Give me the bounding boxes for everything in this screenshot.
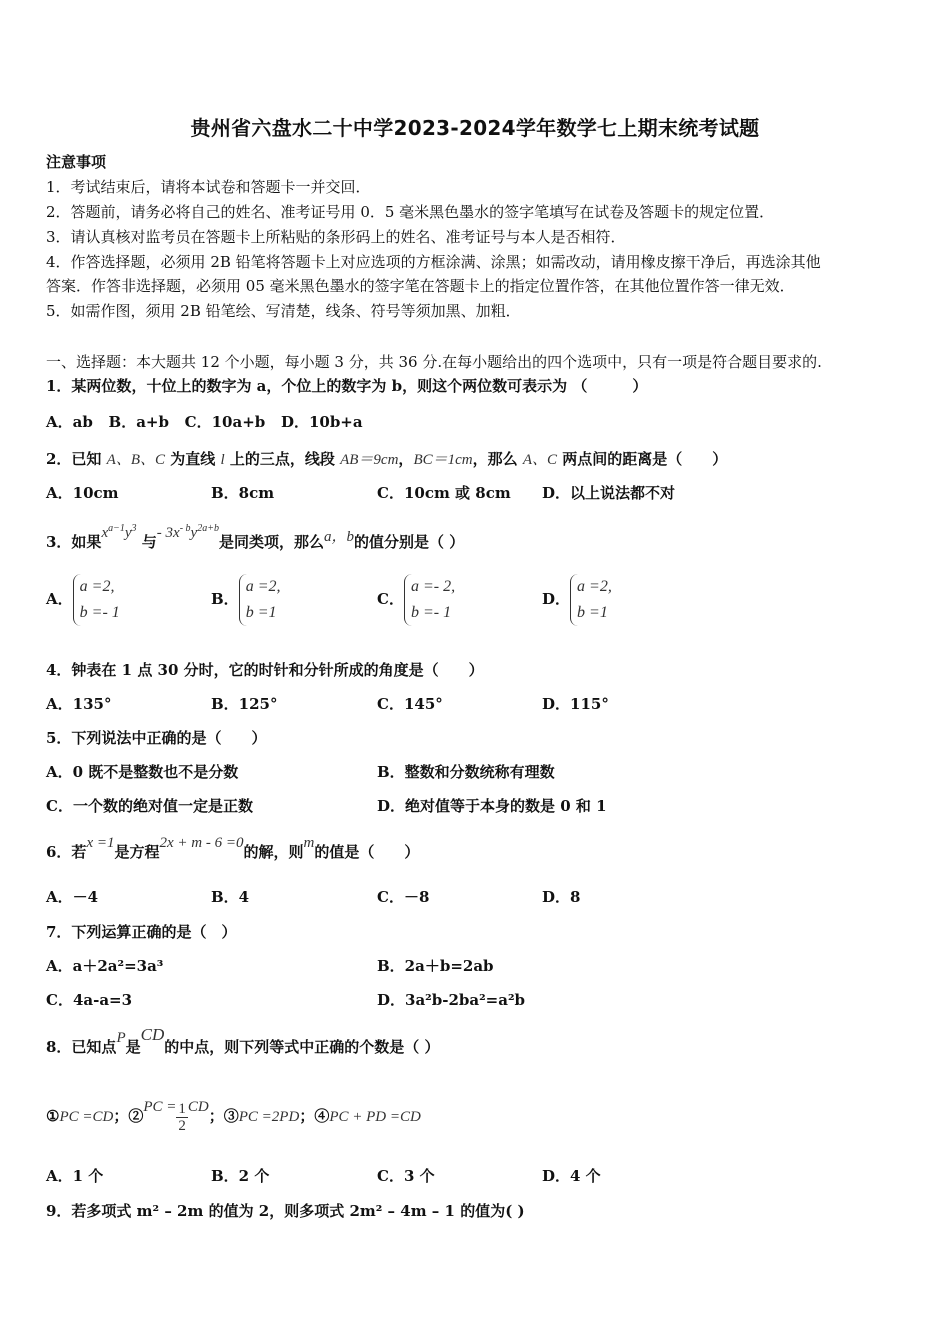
option-b: B．4: [211, 888, 250, 906]
option-c: C．一个数的绝对值一定是正数: [46, 797, 253, 815]
segment-ab: AB＝9cm: [340, 452, 399, 468]
notice-item: 4．作答选择题，必须用 2B 铅笔将答题卡上对应选项的方框涂满、涂黑；如需改动，请用橡皮擦干净后，再选涂其他: [46, 253, 821, 271]
notice-item: 答案．作答非选择题，必须用 05 毫米黑色墨水的签字笔在答题卡上的指定位置作答，在其他位置作答一律无效．: [46, 277, 795, 295]
points-ac: A、C: [522, 452, 558, 468]
option-b: B．2a＋b=2ab: [377, 957, 494, 975]
term-2: - $3x^{- b}y^{2a+b}$: [156, 523, 219, 541]
statement-2-lhs: PC =: [143, 1099, 177, 1115]
option-d: D．8: [542, 888, 581, 906]
option-a: A．ab: [46, 413, 93, 431]
option-c: C．10cm 或 8cm: [377, 484, 511, 502]
option-b: B．a =2, b =1: [211, 574, 280, 626]
notice-item: 5．如需作图，须用 2B 铅笔绘、写清楚，线条、符号等须加黑、加粗．: [46, 302, 521, 320]
option-b: B．125°: [211, 695, 278, 713]
question-4-stem: 4．钟表在 1 点 30 分时，它的时针和分针所成的角度是（ ）: [46, 661, 484, 679]
equation-main: 2x + m - 6 =0: [159, 835, 244, 851]
option-c: C．－8: [377, 888, 430, 906]
question-9-stem: 9．若多项式 m² – 2m 的值为 2，则多项式 2m² – 4m – 1 的值为( ): [46, 1202, 525, 1220]
question-7-stem: 7．下列运算正确的是（ ）: [46, 923, 237, 941]
option-c: C．145°: [377, 695, 443, 713]
point-p: P: [116, 1030, 126, 1046]
equation-system: a =2, b =- 1: [73, 574, 120, 626]
question-8-statements: ①PC =CD；②PC = $\frac{1}{2}$ CD；③PC =2PD；④PC + PD =CD: [46, 1099, 421, 1134]
option-d: D．115°: [542, 695, 609, 713]
option-a: A．－4: [46, 888, 99, 906]
option-c: C．a =- 2, b =- 1: [377, 574, 455, 626]
equation-x: x =1: [86, 835, 115, 851]
option-c: C．10a+b: [184, 413, 266, 431]
option-d: D．4 个: [542, 1167, 601, 1185]
question-2-stem: 2．已知 A、B、C 为直线 l 上的三点，线段 AB＝9cm，BC＝1cm，那么 A、C 两点间的距离是（ ）: [46, 450, 728, 468]
question-8-stem: 8．已知点P是CD的中点，则下列等式中正确的个数是（ ）: [46, 1025, 440, 1056]
notice-item: 1．考试结束后，请将本试卷和答题卡一并交回．: [46, 178, 371, 196]
notice-item: 3．请认真核对监考员在答题卡上所粘贴的条形码上的姓名、准考证号与本人是否相符．: [46, 228, 626, 246]
question-3-stem: 3．如果$x^{a-1}y^3$ 与- $3x^{- b}y^{2a+b}$是同类项，那么a，b的值分别是（ ）: [46, 523, 465, 551]
option-b: B．2 个: [211, 1167, 270, 1185]
statement-2-rhs: CD: [187, 1099, 209, 1115]
option-b: B．8cm: [211, 484, 275, 502]
option-c: C．4a-a=3: [46, 991, 133, 1009]
option-d: D．3a²b-2ba²=a²b: [377, 991, 526, 1009]
variable-m: m: [303, 835, 315, 851]
equation-system: a =2, b =1: [570, 574, 612, 626]
option-b: B．整数和分数统称有理数: [377, 763, 555, 781]
statement-1: PC =CD: [59, 1109, 114, 1125]
segment-cd: CD: [140, 1025, 165, 1044]
statement-4: PC + PD =CD: [329, 1109, 421, 1125]
option-a: A．a =2, b =- 1: [46, 574, 120, 626]
notice-item: 2．答题前，请务必将自己的姓名、准考证号用 0．5 毫米黑色墨水的签字笔填写在试卷及答题卡的规定位置．: [46, 203, 775, 221]
section-heading: 一、选择题：本大题共 12 个小题，每小题 3 分，共 36 分.在每小题给出的四个选项中，只有一项是符合题目要求的.: [46, 353, 822, 371]
question-1-options: [46, 412, 363, 432]
option-a: A．135°: [46, 695, 112, 713]
fraction-half: $\frac{1}{2}$: [178, 1100, 186, 1134]
term-1: $x^{a-1}y^3$: [101, 523, 137, 541]
option-a: A．a＋2a²=3a³: [46, 957, 164, 975]
option-a: A．10cm: [46, 484, 119, 502]
option-b: B．a+b: [108, 413, 169, 431]
statement-3: PC =2PD: [238, 1109, 300, 1125]
option-d: D．a =2, b =1: [542, 574, 612, 626]
option-a: A．1 个: [46, 1167, 104, 1185]
equation-system: a =2, b =1: [239, 574, 281, 626]
points-abc: A、B、C: [106, 452, 166, 468]
variables-ab: a，b: [323, 529, 354, 545]
option-d: D．绝对值等于本身的数是 0 和 1: [377, 797, 607, 815]
segment-bc: BC＝1cm: [413, 452, 473, 468]
page-title: 贵州省六盘水二十中学2023-2024学年数学七上期末统考试题: [190, 116, 760, 140]
option-d: D．10b+a: [280, 413, 363, 431]
question-6-stem: 6．若x =1是方程2x + m - 6 =0的解，则m的值是（ ）: [46, 835, 420, 861]
option-d: D．以上说法都不对: [542, 484, 676, 502]
question-1-stem: 1．某两位数，十位上的数字为 a，个位上的数字为 b，则这个两位数可表示为 （ ）: [46, 377, 648, 395]
notice-heading: 注意事项: [46, 153, 107, 171]
line-l: l: [220, 452, 225, 468]
option-c: C．3 个: [377, 1167, 435, 1185]
question-5-stem: 5．下列说法中正确的是（ ）: [46, 729, 267, 747]
option-a: A．0 既不是整数也不是分数: [46, 763, 239, 781]
equation-system: a =- 2, b =- 1: [404, 574, 455, 626]
